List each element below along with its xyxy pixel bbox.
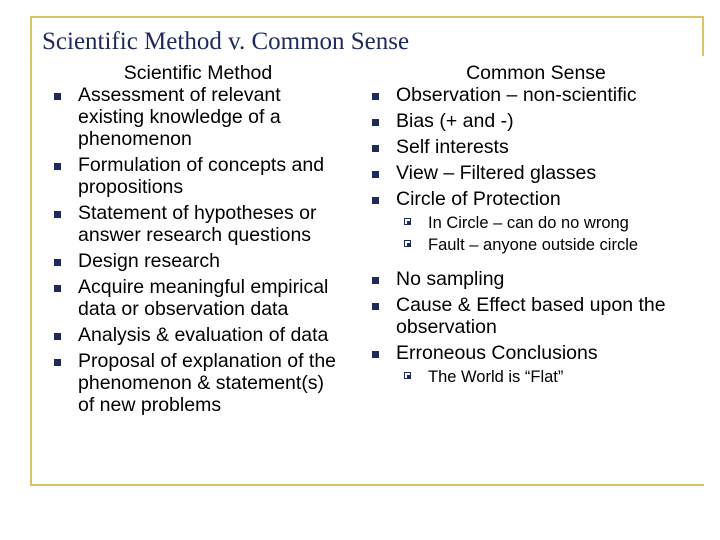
list-item: Acquire meaningful empirical data or observation data	[52, 276, 344, 320]
common-sense-list	[370, 84, 700, 210]
list-item: Statement of hypotheses or answer research questions	[52, 202, 344, 246]
scientific-method-column	[52, 62, 344, 416]
list-item: View – Filtered glasses	[370, 162, 700, 184]
conclusion-sub-list	[370, 368, 700, 386]
top-rule	[30, 16, 704, 18]
square-bullet-icon	[372, 93, 379, 100]
list-item: Circle of Protection	[370, 188, 700, 210]
left-rule	[30, 16, 32, 486]
square-bullet-icon	[372, 171, 379, 178]
scientific-method-list	[52, 84, 344, 416]
list-item: Erroneous Conclusions	[370, 342, 700, 364]
square-bullet-icon	[372, 119, 379, 126]
list-item: Design research	[52, 250, 344, 272]
square-bullet-icon	[54, 163, 61, 170]
sub-list-item: Fault – anyone outside circle	[370, 236, 700, 254]
list-item: Proposal of explanation of the phenomenon & statement(s) of new problems	[52, 350, 344, 416]
square-bullet-icon	[54, 285, 61, 292]
list-item: Observation – non-scientific	[370, 84, 700, 106]
square-bullet-icon	[372, 197, 379, 204]
list-item: Analysis & evaluation of data	[52, 324, 344, 346]
square-bullet-icon	[372, 303, 379, 310]
square-bullet-icon	[54, 333, 61, 340]
list-item: No sampling	[370, 268, 700, 290]
list-item: Self interests	[370, 136, 700, 158]
circle-sub-list	[370, 214, 700, 254]
square-bullet-icon	[372, 351, 379, 358]
common-sense-list-2	[370, 268, 700, 364]
scientific-method-heading: Scientific Method	[123, 62, 273, 84]
list-item: Cause & Effect based upon the observation	[370, 294, 700, 338]
common-sense-heading: Common Sense	[466, 62, 606, 84]
square-bullet-icon	[372, 277, 379, 284]
square-bullet-icon	[54, 93, 61, 100]
sub-list-item: The World is “Flat”	[370, 368, 700, 386]
bottom-rule	[30, 484, 704, 486]
square-bullet-icon	[54, 359, 61, 366]
right-rule	[702, 16, 704, 56]
shadow-box-bullet-icon	[404, 372, 411, 379]
list-item: Bias (+ and -)	[370, 110, 700, 132]
square-bullet-icon	[54, 259, 61, 266]
slide-title: Scientific Method v. Common Sense	[42, 28, 410, 55]
common-sense-column	[370, 62, 700, 386]
square-bullet-icon	[372, 145, 379, 152]
shadow-box-bullet-icon	[404, 240, 411, 247]
list-item: Formulation of concepts and propositions	[52, 154, 344, 198]
list-item: Assessment of relevant existing knowledge of a phenomenon	[52, 84, 344, 150]
shadow-box-bullet-icon	[404, 218, 411, 225]
sub-list-item: In Circle – can do no wrong	[370, 214, 700, 232]
square-bullet-icon	[54, 211, 61, 218]
